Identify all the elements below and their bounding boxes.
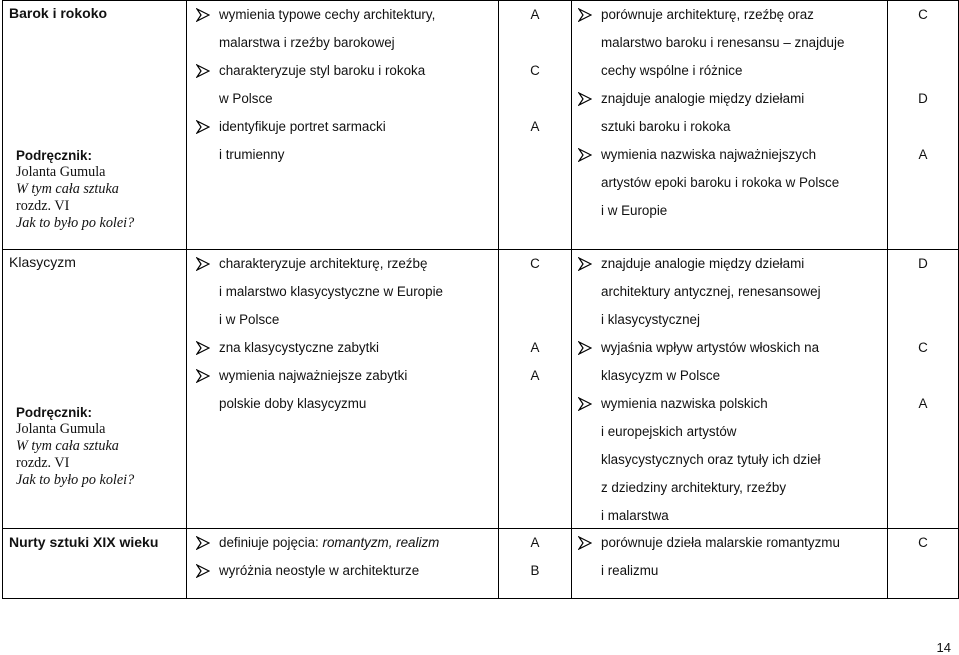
requirement-text: znajduje analogie między dziełami: [601, 256, 805, 271]
curriculum-table: [2, 0, 959, 599]
arrowhead-bullet-icon: [196, 64, 210, 78]
arrowhead-bullet-icon: [196, 564, 210, 578]
requirement-text: wymienia nazwiska najważniejszych: [601, 147, 817, 162]
requirement-level: C: [530, 63, 540, 78]
textbook-author: Jolanta Gumula: [16, 164, 106, 180]
textbook-author: Jolanta Gumula: [16, 421, 106, 437]
extended-level-cell: [888, 1, 959, 250]
requirement-text: wymienia najważniejsze zabytki: [219, 368, 408, 383]
topic-cell: [3, 250, 187, 529]
requirement-text: architektury antycznej, renesansowej: [601, 284, 821, 299]
requirement-text: i malarstwa: [601, 508, 669, 523]
requirement-text: i w Polsce: [219, 312, 280, 327]
requirement-text: znajduje analogie między dziełami: [601, 91, 805, 106]
textbook-chapter: rozdz. VI: [16, 198, 70, 214]
extended-requirements-cell: [572, 529, 888, 599]
extended-requirements-cell: [572, 250, 888, 529]
requirement-text: porównuje dzieła malarskie romantyzmu: [601, 535, 840, 550]
basic-level-cell: [499, 250, 572, 529]
textbook-subtitle: Jak to było po kolei?: [16, 472, 135, 488]
extended-requirements-cell: [572, 1, 888, 250]
requirement-terms: romantyzm, realizm: [322, 535, 440, 550]
arrowhead-bullet-icon: [196, 120, 210, 134]
requirement-level: A: [530, 7, 540, 22]
requirement-text: sztuki baroku i rokoka: [601, 119, 731, 134]
arrowhead-bullet-icon: [578, 536, 592, 550]
arrowhead-bullet-icon: [196, 341, 210, 355]
arrowhead-bullet-icon: [578, 341, 592, 355]
table-row: [3, 250, 959, 529]
requirement-level: C: [918, 535, 928, 550]
requirement-level: D: [918, 256, 928, 271]
textbook-subtitle: Jak to było po kolei?: [16, 215, 135, 231]
requirement-text: polskie doby klasycyzmu: [219, 396, 367, 411]
arrowhead-bullet-icon: [578, 8, 592, 22]
requirement-level: A: [918, 396, 928, 411]
topic-title: Nurty sztuki XIX wieku: [9, 534, 159, 550]
requirement-text: porównuje architekturę, rzeźbę oraz: [601, 7, 814, 22]
topic-title: Barok i rokoko: [9, 5, 108, 21]
textbook-title: W tym cała sztuka: [16, 438, 119, 454]
requirement-text: i realizmu: [601, 563, 659, 578]
requirement-text: z dziedziny architektury, rzeźby: [601, 480, 787, 495]
requirement-text: charakteryzuje styl baroku i rokoka: [219, 63, 426, 78]
requirement-text-prefix: definiuje pojęcia:: [219, 535, 323, 550]
requirement-level: C: [918, 340, 928, 355]
textbook-title: W tym cała sztuka: [16, 181, 119, 197]
arrowhead-bullet-icon: [196, 369, 210, 383]
requirement-level: C: [918, 7, 928, 22]
arrowhead-bullet-icon: [196, 257, 210, 271]
basic-level-cell: [499, 529, 572, 599]
extended-level-cell: [888, 529, 959, 599]
textbook-reference: [16, 404, 134, 489]
requirement-text: i malarstwo klasycystyczne w Europie: [219, 284, 443, 299]
requirement-text: i klasycystycznej: [601, 312, 700, 327]
table-row: [3, 529, 959, 599]
textbook-reference: [16, 147, 134, 232]
arrowhead-bullet-icon: [578, 148, 592, 162]
requirement-text: i w Europie: [601, 203, 668, 218]
basic-requirements-cell: [187, 529, 499, 599]
requirement-text: cechy wspólne i różnice: [601, 63, 743, 78]
requirement-text: wymienia typowe cechy architektury,: [219, 7, 436, 22]
requirement-text: identyfikuje portret sarmacki: [219, 119, 386, 134]
requirement-level: B: [530, 563, 540, 578]
topic-cell: [3, 1, 187, 250]
textbook-label: Podręcznik:: [16, 405, 92, 420]
requirement-text: klasycystycznych oraz tytuły ich dzieł: [601, 452, 821, 467]
requirement-text: wymienia nazwiska polskich: [601, 396, 768, 411]
basic-level-cell: [499, 1, 572, 250]
extended-level-cell: [888, 250, 959, 529]
requirement-text: malarstwa i rzeźby barokowej: [219, 35, 395, 50]
requirement-text: zna klasycystyczne zabytki: [219, 340, 380, 355]
arrowhead-bullet-icon: [578, 92, 592, 106]
basic-requirements-cell: [187, 1, 499, 250]
requirement-text: klasycyzm w Polsce: [601, 368, 721, 383]
requirement-text: i trumienny: [219, 147, 285, 162]
requirement-level: D: [918, 91, 928, 106]
page-number: 14: [936, 640, 951, 655]
arrowhead-bullet-icon: [578, 397, 592, 411]
table-row: [3, 1, 959, 250]
requirement-level: A: [530, 535, 540, 550]
requirement-text: wyróżnia neostyle w architekturze: [219, 563, 420, 578]
requirement-text: w Polsce: [219, 91, 273, 106]
arrowhead-bullet-icon: [196, 536, 210, 550]
textbook-chapter: rozdz. VI: [16, 455, 70, 471]
topic-title: Klasycyzm: [9, 254, 76, 270]
requirement-level: C: [530, 256, 540, 271]
basic-requirements-cell: [187, 250, 499, 529]
topic-cell: [3, 529, 187, 599]
requirement-text: i europejskich artystów: [601, 424, 737, 439]
requirement-text: [219, 529, 439, 557]
arrowhead-bullet-icon: [578, 257, 592, 271]
requirement-text: artystów epoki baroku i rokoka w Polsce: [601, 175, 840, 190]
requirement-level: A: [530, 368, 540, 383]
requirement-level: A: [530, 340, 540, 355]
requirement-text: wyjaśnia wpływ artystów włoskich na: [601, 340, 820, 355]
arrowhead-bullet-icon: [196, 8, 210, 22]
requirement-level: A: [530, 119, 540, 134]
requirement-text: malarstwo baroku i renesansu – znajduje: [601, 35, 845, 50]
requirement-text: charakteryzuje architekturę, rzeźbę: [219, 256, 428, 271]
requirement-level: A: [918, 147, 928, 162]
textbook-label: Podręcznik:: [16, 148, 92, 163]
